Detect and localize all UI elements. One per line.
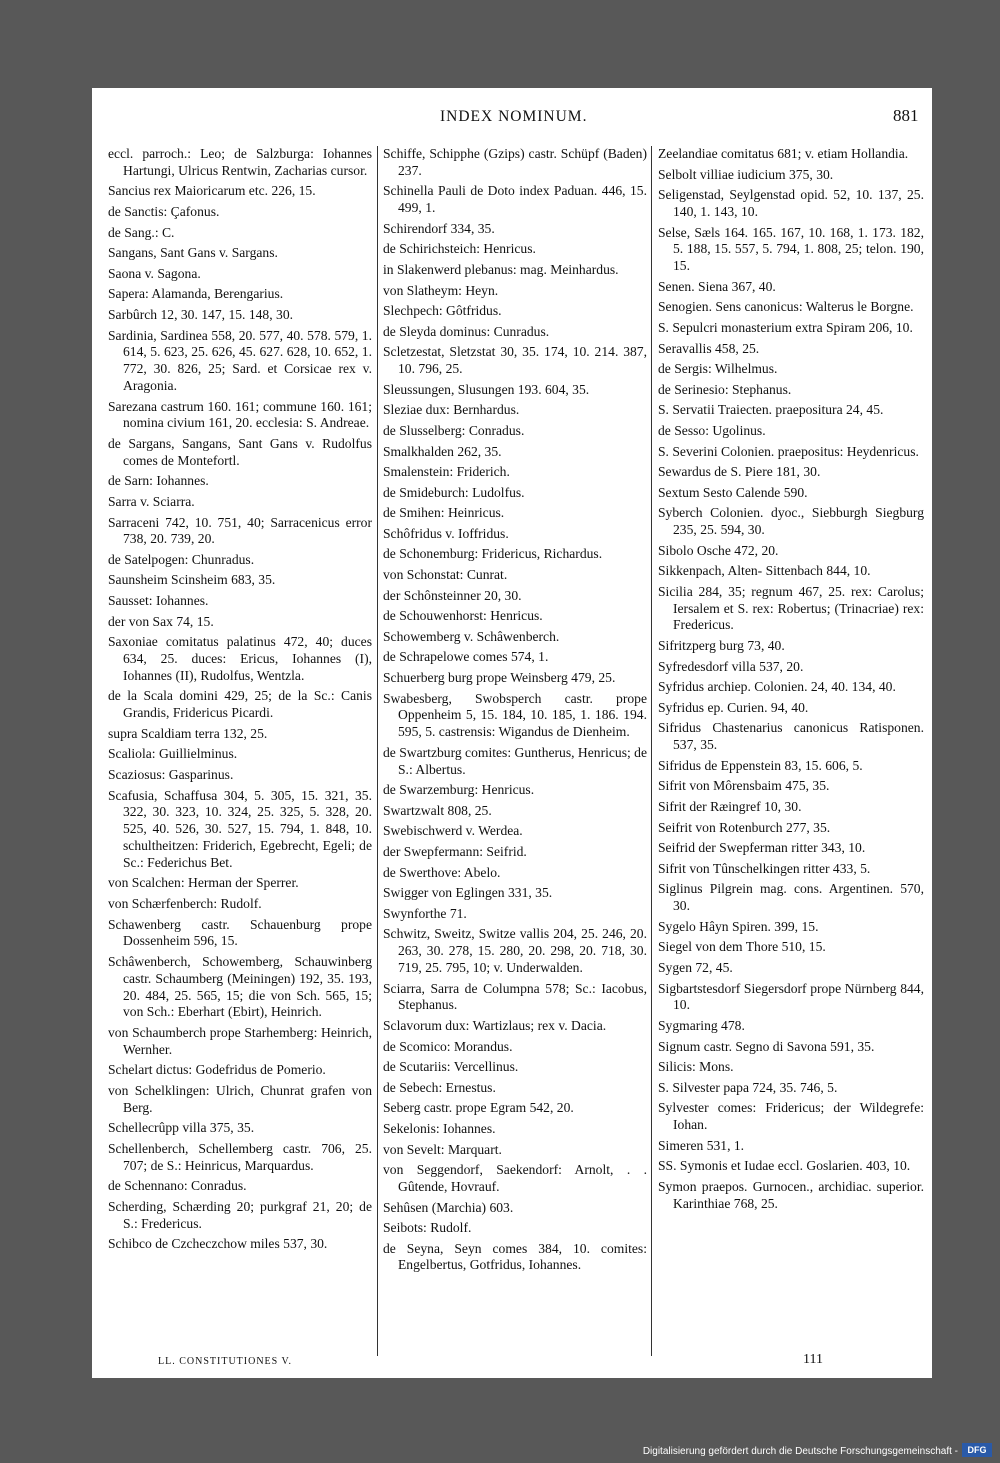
- index-entry: Swartzwalt 808, 25.: [383, 802, 492, 818]
- index-entry: Seravallis 458, 25.: [658, 340, 760, 356]
- index-entry: de Sleyda dominus: Cunradus.: [383, 323, 550, 339]
- index-entry: Sardinia, Sardinea 558, 20. 577, 40. 578. 579, 1. 614, 5. 623, 25. 626, 45. 627. 628, 10. 652, 1. 772, 30. 826, 25; Sard. et Corsicae rex v. Aragonia.: [108, 327, 372, 393]
- page-number: 881: [893, 106, 919, 125]
- index-entry: Signum castr. Segno di Savona 591, 35.: [658, 1038, 875, 1054]
- index-entry: de Seyna, Seyn comes 384, 10. comites: Engelbertus, Gotfridus, Iohannes.: [383, 1240, 647, 1273]
- index-entry: Sifridus de Eppenstein 83, 15. 606, 5.: [658, 757, 863, 773]
- column-divider: [651, 146, 652, 1356]
- index-entry: Sylvester comes: Fridericus; der Wildegrefe: Iohan.: [658, 1100, 924, 1133]
- index-entry: Selse, Sæls 164. 165. 167, 10. 168, 1. 173. 182, 5. 188, 15. 557, 5. 794, 1. 808, 25; telon. 190, 15.: [658, 224, 924, 274]
- index-entry: Scafusia, Schaffusa 304, 5. 305, 15. 321, 35. 322, 30. 323, 10. 324, 25. 325, 5. 328, 20. 525, 40. 526, 30. 527, 15. 794, 1. 848, 10. schultheitzen: Friderich, Egebrecht, Egeli; de Sc.: Federichus Bet.: [108, 787, 372, 870]
- index-entry: Sicilia 284, 35; regnum 467, 25. rex: Carolus; Iersalem et S. rex: Robertus; (Trinacriae) rex: Fredericus.: [658, 583, 924, 633]
- index-entry: de Scomico: Morandus.: [383, 1038, 513, 1054]
- index-column-1: [108, 146, 372, 1257]
- index-entry: Saxoniae comitatus palatinus 472, 40; duces 634, 25. duces: Ericus, Iohannes (I), Iohannes (II), Rudolfus, Wentzla.: [108, 634, 372, 683]
- index-entry: Swynforthe 71.: [383, 905, 467, 921]
- index-entry: de Slusselberg: Conradus.: [383, 422, 525, 438]
- index-entry: Seifrit von Rotenburch 277, 35.: [658, 819, 831, 835]
- index-entry: der Swepfermann: Seifrid.: [383, 844, 527, 859]
- index-entry: Slechpech: Gôtfridus.: [383, 303, 502, 319]
- index-entry: de Schirichsteich: Henricus.: [383, 241, 536, 257]
- index-entry: Schâwenberch, Schowemberg, Schauwinberg castr. Schaumberg (Meiningen) 192, 35. 193, 20. 484, 25. 565, 15; die von Sch. 565, 15; von Sch.: Eberhart (Ebirt), Heinrich.: [108, 953, 372, 1020]
- index-entry: de Sarn: Iohannes.: [108, 473, 209, 489]
- index-entry: Sarra v. Sciarra.: [108, 493, 195, 509]
- index-entry: SS. Symonis et Iudae eccl. Goslarien. 403, 10.: [658, 1158, 911, 1174]
- index-entry: de Schennano: Conradus.: [108, 1178, 247, 1194]
- index-entry: von Sevelt: Marquart.: [383, 1141, 502, 1157]
- index-entry: von Scalchen: Herman der Sperrer.: [108, 875, 299, 891]
- column-divider: [377, 146, 378, 1356]
- index-entry: de Serinesio: Stephanus.: [658, 381, 792, 397]
- index-entry: Syfredesdorf villa 537, 20.: [658, 658, 804, 674]
- index-entry: Schawenberg castr. Schauenburg prope Dossenheim 596, 15.: [108, 916, 372, 949]
- index-entry: Sifrit der Ræingref 10, 30.: [658, 799, 802, 815]
- index-entry: Siglinus Pilgrein mag. cons. Argentinen. 570, 30.: [658, 881, 924, 914]
- index-entry: Sangans, Sant Gans v. Sargans.: [108, 245, 278, 261]
- index-entry: Sancius rex Maioricarum etc. 226, 15.: [108, 183, 316, 199]
- index-entry: Seifrid der Swepferman ritter 343, 10.: [658, 840, 866, 856]
- index-entry: de Scutariis: Vercellinus.: [383, 1059, 519, 1075]
- dfg-logo: DFG: [962, 1443, 992, 1457]
- index-entry: de Sanctis: Çafonus.: [108, 203, 220, 219]
- index-entry: Swebischwerd v. Werdea.: [383, 823, 523, 839]
- index-entry: Sapera: Alamanda, Berengarius.: [108, 286, 284, 302]
- index-entry: Sifritzperg burg 73, 40.: [658, 638, 785, 654]
- index-entry: supra Scaldiam terra 132, 25.: [108, 725, 268, 741]
- index-entry: de Satelpogen: Chunradus.: [108, 551, 255, 567]
- index-entry: Schelart dictus: Godefridus de Pomerio.: [108, 1062, 326, 1078]
- index-entry: Senogien. Sens canonicus: Walterus le Borgne.: [658, 299, 914, 315]
- index-entry: Sextum Sesto Calende 590.: [658, 484, 808, 500]
- digitization-credit: Digitalisierung gefördert durch die Deutsche Forschungsgemeinschaft -: [642, 1446, 958, 1457]
- index-entry: von Schærfenberch: Rudolf.: [108, 896, 262, 911]
- index-entry: Sewardus de S. Piere 181, 30.: [658, 464, 821, 480]
- index-entry: Scaziosus: Gasparinus.: [108, 767, 234, 783]
- index-entry: von Schaumberch prope Starhemberg: Heinrich, Wernher.: [108, 1024, 372, 1057]
- index-entry: de Smideburch: Ludolfus.: [383, 484, 525, 500]
- index-entry: Seibots: Rudolf.: [383, 1220, 472, 1236]
- index-entry: Sygelo Hâyn Spiren. 399, 15.: [658, 918, 819, 934]
- index-entry: de Schouwenhorst: Henricus.: [383, 608, 543, 624]
- index-entry: Schwitz, Sweitz, Switze vallis 204, 25. 246, 20. 263, 30. 278, 15. 280, 20. 298, 20. 718, 30. 719, 25. 795, 10; v. Underwalden.: [383, 926, 647, 975]
- index-entry: de Schonemburg: Fridericus, Richardus.: [383, 546, 603, 562]
- index-entry: Scaliola: Guillielminus.: [108, 746, 238, 762]
- index-entry: Saona v. Sagona.: [108, 265, 201, 281]
- index-entry: Sikkenpach, Alten- Sittenbach 844, 10.: [658, 563, 871, 579]
- index-entry: Sclavorum dux: Wartizlaus; rex v. Dacia.: [383, 1017, 607, 1033]
- index-entry: Symon praepos. Gurnocen., archidiac. superior. Karinthiae 768, 25.: [658, 1178, 924, 1211]
- index-entry: Sygen 72, 45.: [658, 959, 733, 975]
- index-entry: S. Severini Colonien. praepositus: Heydenricus.: [658, 443, 919, 459]
- index-entry: de Swerthove: Abelo.: [383, 864, 501, 880]
- index-entry: von Schonstat: Cunrat.: [383, 567, 508, 583]
- index-entry: S. Servatii Traiecten. praepositura 24, 45.: [658, 402, 884, 418]
- index-entry: de Sesso: Ugolinus.: [658, 422, 766, 438]
- index-entry: Schibco de Czcheczchow miles 537, 30.: [108, 1236, 328, 1252]
- index-entry: Sigbartstesdorf Siegersdorf prope Nürnberg 844, 10.: [658, 980, 924, 1013]
- index-entry: Schellenberch, Schellemberg castr. 706, 25. 707; de S.: Heinricus, Marquardus.: [108, 1140, 372, 1173]
- index-entry: Silicis: Mons.: [658, 1059, 734, 1075]
- index-entry: Schellecrûpp villa 375, 35.: [108, 1120, 255, 1136]
- index-column-3: [658, 146, 924, 1216]
- index-entry: Smalkhalden 262, 35.: [383, 443, 502, 459]
- index-entry: von Seggendorf, Saekendorf: Arnolt, . . Gûtende, Hovrauf.: [383, 1162, 647, 1194]
- index-entry: Schôfridus v. Ioffridus.: [383, 525, 509, 541]
- index-entry: de Smihen: Heinricus.: [383, 505, 505, 521]
- index-entry: Senen. Siena 367, 40.: [658, 278, 776, 294]
- index-entry: Scletzestat, Sletzstat 30, 35. 174, 10. 214. 387, 10. 796, 25.: [383, 344, 647, 377]
- index-entry: de Swartzburg comites: Guntherus, Henricus; de S.: Albertus.: [383, 744, 648, 777]
- index-entry: Swabesberg, Swobsperch castr. prope Oppenheim 5, 15. 184, 10. 185, 1. 186. 194. 595, 5. castrensis: Wigandus de Dienheim.: [383, 690, 647, 740]
- index-entry: de Sebech: Ernestus.: [383, 1079, 496, 1095]
- index-entry: Sygmaring 478.: [658, 1017, 745, 1033]
- index-entry: Smalenstein: Friderich.: [383, 464, 510, 480]
- index-entry: Sekelonis: Iohannes.: [383, 1120, 496, 1136]
- index-column-2: [383, 146, 647, 1278]
- index-entry: Simeren 531, 1.: [658, 1137, 745, 1153]
- index-entry: Schirendorf 334, 35.: [383, 220, 495, 236]
- index-entry: Syfridus archiep. Colonien. 24, 40. 134, 40.: [658, 679, 896, 695]
- footer-signature: 111: [803, 1352, 823, 1367]
- index-entry: Zeelandiae comitatus 681; v. etiam Hollandia.: [658, 146, 909, 161]
- index-entry: Sifrit von Tûnschelkingen ritter 433, 5.: [658, 860, 871, 876]
- index-entry: Sibolo Osche 472, 20.: [658, 542, 779, 558]
- index-entry: de Swarzemburg: Henricus.: [383, 782, 535, 798]
- index-entry: Sleussungen, Slusungen 193. 604, 35.: [383, 381, 590, 397]
- index-entry: von Schelklingen: Ulrich, Chunrat grafen von Berg.: [108, 1082, 372, 1115]
- index-entry: Selbolt villiae iudicium 375, 30.: [658, 166, 834, 182]
- index-entry: Sciarra, Sarra de Columpna 578; Sc.: Iacobus, Stephanus.: [383, 980, 647, 1013]
- page-title: INDEX NOMINUM.: [440, 108, 588, 125]
- index-entry: Schiffe, Schipphe (Gzips) castr. Schüpf (Baden) 237.: [383, 146, 647, 178]
- index-entry: Sausset: Iohannes.: [108, 593, 209, 609]
- index-entry: in Slakenwerd plebanus: mag. Meinhardus.: [383, 261, 619, 277]
- index-entry: von Slatheym: Heyn.: [383, 282, 499, 298]
- index-entry: Sifrit von Môrensbaim 475, 35.: [658, 778, 830, 794]
- index-entry: Seligenstad, Seylgenstad opid. 52, 10. 137, 25. 140, 1. 143, 10.: [658, 187, 924, 219]
- index-entry: eccl. parroch.: Leo; de Salzburga: Iohannes Hartungi, Ulricus Rentwin, Zacharias cursor.: [108, 146, 372, 178]
- index-entry: Syberch Colonien. dyoc., Siebburgh Siegburg 235, 25. 594, 30.: [658, 505, 924, 538]
- index-entry: Sarraceni 742, 10. 751, 40; Sarracenicus error 738, 20. 739, 20.: [108, 514, 372, 547]
- index-entry: de Sargans, Sangans, Sant Gans v. Rudolfus comes de Montefortl.: [108, 435, 372, 468]
- index-entry: Scherding, Schærding 20; purkgraf 21, 20; de S.: Fredericus.: [108, 1198, 372, 1231]
- index-entry: Seberg castr. prope Egram 542, 20.: [383, 1100, 574, 1116]
- index-entry: de Schrapelowe comes 574, 1.: [383, 649, 549, 665]
- index-entry: de la Scala domini 429, 25; de la Sc.: Canis Grandis, Fridericus Picardi.: [108, 688, 372, 721]
- index-entry: Sarezana castrum 160. 161; commune 160. 161; nomina civium 161, 20. ecclesia: S. Andreae.: [108, 398, 372, 431]
- index-entry: de Sergis: Wilhelmus.: [658, 361, 778, 377]
- index-entry: de Sang.: C.: [108, 224, 175, 240]
- index-entry: Saunsheim Scinsheim 683, 35.: [108, 572, 276, 588]
- index-entry: Sifridus Chastenarius canonicus Ratisponen. 537, 35.: [658, 720, 924, 753]
- index-entry: Schuerberg burg prope Weinsberg 479, 25.: [383, 670, 616, 686]
- index-entry: Swigger von Eglingen 331, 35.: [383, 885, 553, 901]
- index-entry: Syfridus ep. Curien. 94, 40.: [658, 699, 809, 715]
- footer-series: LL. CONSTITUTIONES V.: [158, 1356, 292, 1367]
- index-entry: Schinella Pauli de Doto index Paduan. 446, 15. 499, 1.: [383, 183, 647, 216]
- index-entry: der von Sax 74, 15.: [108, 613, 214, 629]
- index-entry: Sarbûrch 12, 30. 147, 15. 148, 30.: [108, 306, 294, 322]
- index-entry: Siegel von dem Thore 510, 15.: [658, 939, 826, 955]
- index-entry: S. Silvester papa 724, 35. 746, 5.: [658, 1079, 838, 1095]
- index-entry: Sehûsen (Marchia) 603.: [383, 1199, 514, 1215]
- index-entry: Schowemberg v. Schâwenberch.: [383, 628, 560, 644]
- index-entry: S. Sepulcri monasterium extra Spiram 206, 10.: [658, 319, 913, 335]
- index-entry: Sleziae dux: Bernhardus.: [383, 402, 520, 418]
- index-entry: der Schônsteinner 20, 30.: [383, 587, 522, 603]
